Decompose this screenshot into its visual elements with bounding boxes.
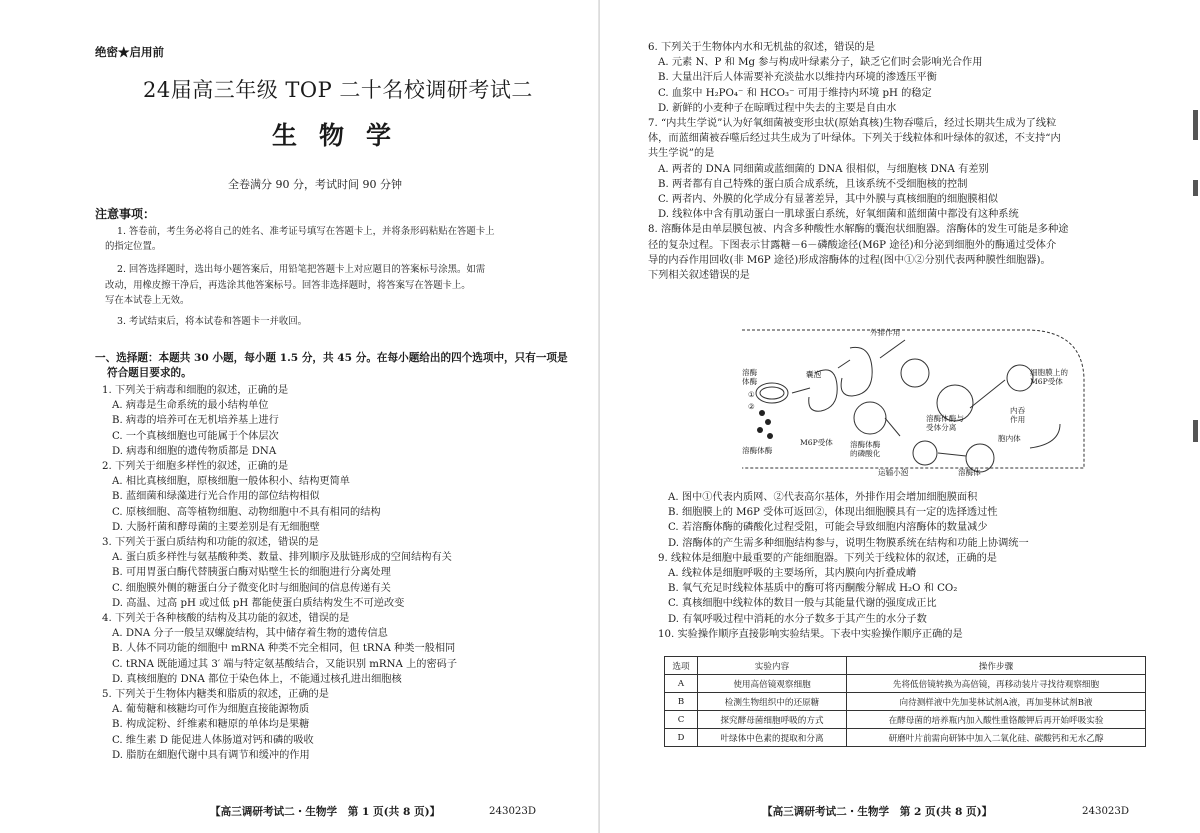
- page-footer: 【高三调研考试二・生物学 第 2 页(共 8 页)】: [762, 806, 993, 818]
- exam-page-2: [600, 0, 1200, 833]
- table-cell: 检测生物组织中的还原糖: [698, 693, 847, 711]
- notice-list: [95, 224, 585, 329]
- figure-label: 的磷酸化: [850, 449, 881, 458]
- question-line: 3. 下列关于蛋白质结构和功能的叙述，错误的是: [102, 537, 319, 549]
- question-line: A. 图中①代表内质网、②代表高尔基体，外排作用会增加细胞膜面积: [668, 492, 978, 503]
- question-line: A. 葡萄糖和核糖均可作为细胞直接能源物质: [112, 704, 310, 716]
- figure-label: 外排作用: [870, 328, 901, 337]
- lysosome-pathway-figure: [730, 318, 1090, 480]
- notice-line: 改动，用橡皮擦干净后，再选涂其他答案标号。回答非选择题时，将答案写在答题卡上。: [105, 279, 471, 291]
- question-line: B. 大量出汗后人体需要补充淡盐水以维持内环境的渗透压平衡: [658, 72, 937, 84]
- question-list-8-10: [658, 490, 1198, 642]
- question-line: B. 细胞膜上的 M6P 受体可返回②，体现出细胞膜具有一定的选择透过性: [668, 507, 998, 519]
- question-line: D. 真核细胞的 DNA 都位于染色体上，不能通过核孔进出细胞核: [112, 673, 402, 685]
- question-line: D. 线粒体中含有肌动蛋白一肌球蛋白系统，好氧细菌和蓝细菌中都没有这种系统: [658, 209, 1019, 221]
- table-cell: D: [665, 729, 698, 747]
- question-line: D. 新鲜的小麦种子在晾晒过程中失去的主要是自由水: [658, 102, 897, 114]
- question-line: 9. 线粒体是细胞中最重要的产能细胞器。下列关于线粒体的叙述，正确的是: [658, 552, 997, 564]
- question-line: C. 真核细胞中线粒体的数目一般与其能量代谢的强度成正比: [668, 598, 937, 610]
- section-heading-line: 一、选择题：本题共 30 小题，每小题 1.5 分，共 45 分。在每小题给出的四个选项中，只有一项是: [95, 352, 568, 364]
- question-line: C. 若溶酶体酶的磷酸化过程受阻，可能会导致细胞内溶酶体的数量减少: [668, 522, 988, 534]
- question-line: B. 构成淀粉、纤维素和糖原的单体均是果糖: [112, 719, 310, 731]
- figure-label: 细胞膜上的: [1030, 368, 1068, 377]
- question-line: D. 溶酶体的产生需多种细胞结构参与，说明生物膜系统在结构和功能上协调统一: [668, 537, 1029, 549]
- question-line: 2. 下列关于细胞多样性的叙述，正确的是: [102, 461, 289, 473]
- question-line: C. 血浆中 H₂PO₄⁻ 和 HCO₃⁻ 可用于维持内环境 pH 的稳定: [658, 87, 932, 99]
- table-cell: 在酵母菌的培养瓶内加入酸性重铬酸钾后再开始呼吸实验: [847, 711, 1146, 729]
- paper-code: 243023D: [489, 806, 537, 817]
- question-line: B. 蓝细菌和绿藻进行光合作用的部位结构相似: [112, 491, 320, 503]
- question-line: A. 相比真核细胞，原核细胞一般体积小、结构更简单: [112, 476, 350, 488]
- experiment-table: [664, 656, 1146, 747]
- question-line: C. 一个真核细胞也可能属于个体层次: [112, 430, 279, 442]
- paper-code: 243023D: [1082, 806, 1130, 817]
- table-header-cell: 操作步骤: [847, 657, 1146, 675]
- subject-title: 生物学: [272, 121, 414, 150]
- question-line: 8. 溶酶体是由单层膜包被、内含多种酸性水解酶的囊泡状细胞器。溶酶体的发生可能是多种途: [648, 224, 1069, 236]
- question-line: A. 蛋白质多样性与氨基酸种类、数量、排列顺序及肽链形成的空间结构有关: [112, 552, 452, 564]
- notice-heading: 注意事项：: [95, 207, 156, 221]
- question-line: B. 氧气充足时线粒体基质中的酶可将丙酮酸分解成 H₂O 和 CO₂: [668, 583, 958, 595]
- question-line: A. 病毒是生命系统的最小结构单位: [112, 400, 269, 412]
- question-line: D. 大肠杆菌和酵母菌的主要差别是有无细胞壁: [112, 521, 320, 533]
- table-row: [665, 675, 1146, 693]
- question-line: 6. 下列关于生物体内水和无机盐的叙述，错误的是: [648, 42, 875, 53]
- notice-line: 写在本试卷上无效。: [105, 294, 190, 306]
- table-cell: B: [665, 693, 698, 711]
- question-line: C. 细胞膜外侧的糖蛋白分子微变化时与细胞间的信息传递有关: [112, 582, 391, 594]
- question-line: A. DNA 分子一般呈双螺旋结构，其中储存着生物的遗传信息: [112, 628, 388, 640]
- question-line: 1. 下列关于病毒和细胞的叙述，正确的是: [102, 385, 289, 396]
- table-row: [665, 711, 1146, 729]
- confidential-mark: 绝密★启用前: [95, 45, 164, 59]
- figure-label: M6P受体: [1030, 377, 1063, 386]
- table-cell: 使用高倍镜观察细胞: [698, 675, 847, 693]
- question-line: B. 人体不同功能的细胞中 mRNA 种类不完全相同，但 tRNA 种类一般相同: [112, 643, 456, 655]
- question-line: D. 脂肪在細胞代谢中具有调节和缓冲的作用: [112, 749, 310, 761]
- question-line: C. 原核细胞、高等植物细胞、动物细胞中不具有相同的结构: [112, 506, 381, 518]
- question-line: D. 有氧呼吸过程中消耗的水分子数多于其产生的水分子数: [668, 613, 927, 625]
- exam-info: 全卷满分 90 分，考试时间 90 分钟: [228, 178, 402, 191]
- page-footer: 【高三调研考试二・生物学 第 1 页(共 8 页)】: [210, 806, 441, 818]
- figure-label: 溶酶体: [958, 468, 981, 477]
- figure-label: 体酶: [742, 377, 758, 386]
- table-row: [665, 693, 1146, 711]
- notice-line: 3. 考试结束后，将本试卷和答题卡一并收回。: [117, 316, 308, 328]
- question-line: 5. 下列关于生物体内糖类和脂质的叙述，正确的是: [102, 689, 329, 701]
- question-line: C. 两者内、外膜的化学成分有显著差异，其中外膜与真核细胞的细胞膜相似: [658, 194, 998, 206]
- table-header-row: [665, 657, 1146, 675]
- notice-line: 1. 答卷前，考生务必将自己的姓名、准考证号填写在答题卡上，并将条形码粘贴在答题卡上: [117, 226, 495, 237]
- figure-label: 受体分离: [926, 423, 957, 432]
- figure-label: 作用: [1010, 415, 1026, 424]
- question-line: C. tRNA 既能通过其 3′ 端与特定氨基酸结合，又能识别 mRNA 上的密码子: [112, 658, 458, 670]
- table-cell: 探究酵母菌细胞呼吸的方式: [698, 711, 847, 729]
- question-line: D. 病毒和细胞的遗传物质都是 DNA: [112, 445, 277, 457]
- table-cell: 研磨叶片前需向研钵中加入二氧化硅、碳酸钙和无水乙醇: [847, 729, 1146, 747]
- figure-label: 胞内体: [998, 434, 1021, 443]
- question-line: A. 元素 N、P 和 Mg 参与构成叶绿素分子，缺乏它们时会影响光合作用: [658, 57, 983, 69]
- figure-label: 溶酶: [742, 368, 758, 377]
- figure-label: 囊泡: [806, 370, 822, 379]
- question-line: 体，而蓝细菌被吞噬后经过共生成为了叶绿体。下列关于线粒体和叶绿体的叙述，不支持“内: [648, 133, 1061, 145]
- table-cell: 向待测样液中先加斐林试剂A液，再加斐林试剂B液: [847, 693, 1146, 711]
- figure-label: ①: [748, 390, 755, 399]
- question-line: B. 病毒的培养可在无机培养基上进行: [112, 415, 279, 427]
- question-list-1-5: [102, 383, 592, 763]
- scan-edge-mark: [1193, 110, 1198, 140]
- question-line: 下列相关叙述错误的是: [648, 270, 750, 282]
- figure-label: M6P受体: [800, 438, 833, 447]
- question-line: A. 线粒体是细胞呼吸的主要场所，其内膜向内折叠成嵴: [668, 568, 917, 580]
- scan-edge-mark: [1193, 180, 1198, 196]
- section-heading-line: 符合题目要求的。: [107, 367, 192, 379]
- figure-label: 溶酶体酶: [850, 440, 881, 449]
- table-row: [665, 729, 1146, 747]
- question-line: B. 两者都有自己特殊的蛋白质合成系统，且该系统不受细胞核的控制: [658, 178, 968, 190]
- table-cell: 先将低倍镜转换为高倍镜，再移动装片寻找待观察细胞: [847, 675, 1146, 693]
- question-line: 径的复杂过程。下图表示甘露糖－6－磷酸途径(M6P 途径)和分泌到细胞外的酶通过受体介: [648, 239, 1057, 251]
- question-line: C. 维生素 D 能促进人体肠道对钙和磷的吸收: [112, 734, 314, 746]
- question-line: 7. “内共生学说”认为好氧细菌被变形虫状(原始真核)生物吞噬后，经过长期共生成为了线粒: [648, 118, 1057, 130]
- question-line: 共生学说”的是: [648, 148, 715, 160]
- table-header-cell: 选项: [665, 657, 698, 675]
- section-heading: [95, 351, 568, 381]
- scan-edge-mark: [1193, 420, 1198, 442]
- table-cell: A: [665, 675, 698, 693]
- question-line: D. 高温、过高 pH 或过低 pH 都能使蛋白质结构发生不可逆改变: [112, 597, 405, 609]
- experiment-table-grid: [664, 656, 1146, 747]
- question-line: 4. 下列关于各种核酸的结构及其功能的叙述，错误的是: [102, 613, 350, 625]
- question-line: B. 可用胃蛋白酶代替胰蛋白酶对贴壁生长的细胞进行分离处理: [112, 567, 391, 579]
- notice-line: 的指定位置。: [105, 241, 162, 253]
- figure-label: 溶酶体酶: [742, 446, 773, 455]
- question-list-6-8: [648, 40, 1188, 283]
- question-line: 10. 实验操作顺序直接影响实验结果。下表中实验操作顺序正确的是: [658, 628, 963, 640]
- table-cell: C: [665, 711, 698, 729]
- figure-label: ②: [748, 402, 755, 411]
- figure-label: 内吞: [1010, 406, 1026, 415]
- table-header-cell: 实验内容: [698, 657, 847, 675]
- exam-title: 24届高三年级 TOP 二十名校调研考试二: [143, 78, 533, 102]
- figure-label: 运输小泡: [878, 468, 909, 477]
- question-line: A. 两者的 DNA 同细菌或蓝细菌的 DNA 很相似，与细胞核 DNA 有差别: [658, 163, 989, 175]
- table-cell: 叶绿体中色素的提取和分离: [698, 729, 847, 747]
- lysosome-diagram: [730, 318, 1090, 480]
- figure-label: 溶酶体酶与: [926, 414, 964, 423]
- question-line: 导的内吞作用回收(非 M6P 途径)形成溶酶体的过程(图中①②分别代表两种膜性细胞器)。: [648, 254, 1051, 266]
- notice-line: 2. 回答选择题时，选出每小题答案后，用铅笔把答题卡上对应题目的答案标号涂黑。如需: [117, 264, 486, 276]
